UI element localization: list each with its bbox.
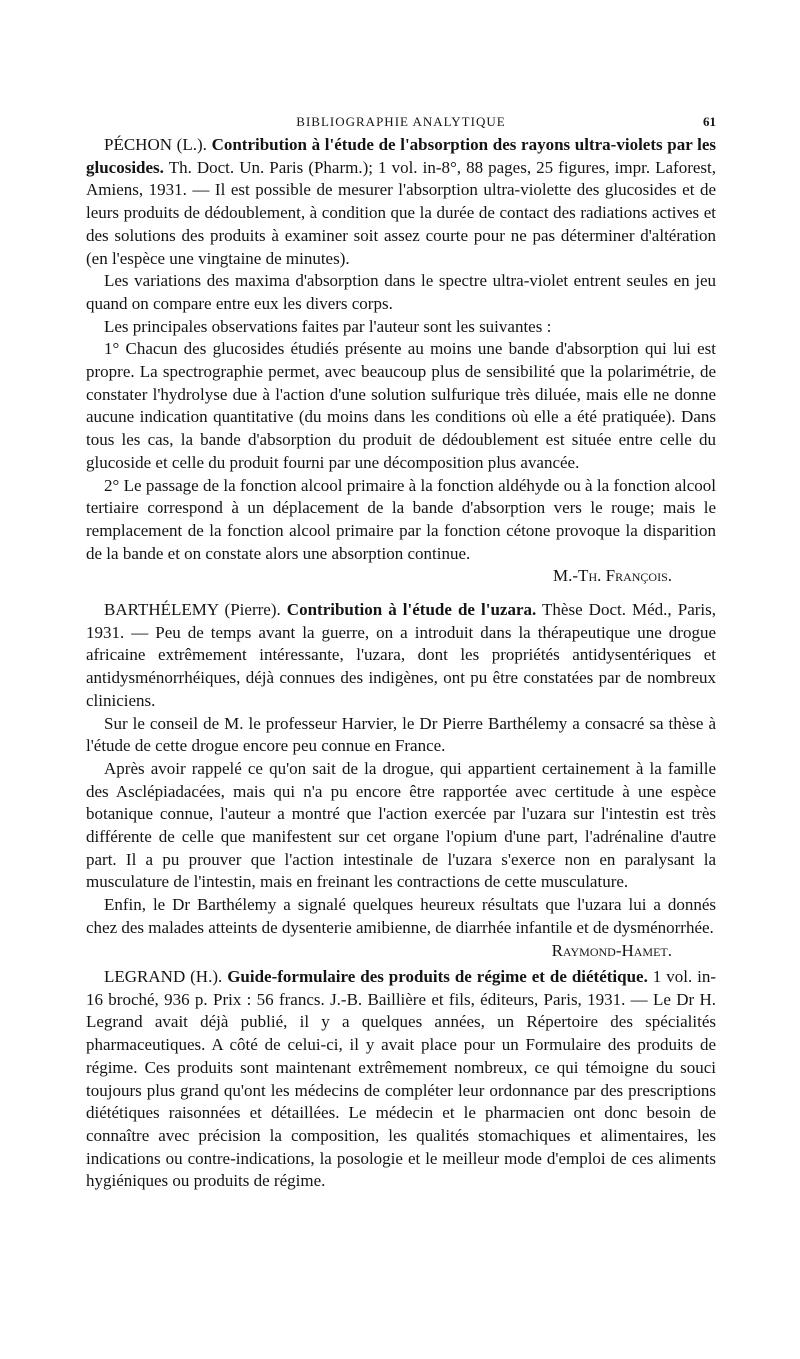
entry-biblio: Thèse Doct. Méd., Paris, 1931. — Peu de temps avant la guerre, on a introduit dans la thérapeutique une drogue africaine extrêmement intéressante, l'uzara, dont les propriétés antidysentériques et antidysménorrhéiques, déjà connues des indigènes, ont pu être constatées par de nombreux cliniciens.	[86, 600, 716, 710]
review-entry	[86, 599, 716, 962]
entry-paragraph: Enfin, le Dr Barthélemy a signalé quelques heureux résultats que l'uzara lui a donnés chez des malades atteints de dysenterie amibienne, de diarrhée infantile et de dysménorrhée.	[86, 895, 716, 937]
review-entry	[86, 966, 716, 1193]
entry-author: BARTHÉLEMY (Pierre).	[104, 600, 281, 619]
entry-biblio: 1 vol. in-16 broché, 936 p. Prix : 56 francs. J.-B. Baillière et fils, éditeurs, Paris, 1931. — Le Dr H. Legrand avait déjà publié, il y a quelques années, un Répertoire des spécialités pharmaceutiques. A côté de celui-ci, il y avait place pour un Formulaire des produits de régime. Ces produits sont maintenant extrêmement nombreux, ce qui témoigne du souci toujours plus grand qu'ont les médecins de compléter leur ordonnance par des prescriptions diététiques raisonnées et détaillées. Le médecin et le pharmacien ont donc besoin de connaître avec précision la composition, les qualités stomachiques et alimentaires, les indications ou contre-indications, la posologie et le meilleur mode d'emploi de ces aliments hygiéniques ou produits de régime.	[86, 967, 717, 1191]
signature-line	[86, 940, 716, 963]
running-title: BIBLIOGRAPHIE ANALYTIQUE	[296, 114, 506, 129]
review-entry	[86, 134, 716, 588]
entry-signature: Raymond-Hamet.	[551, 940, 672, 960]
entry-title: Contribution à l'étude de l'absorption des rayons ultra-violets par les glucosides.	[86, 135, 717, 177]
entry-paragraph: Après avoir rappelé ce qu'on sait de la drogue, qui appartient certainement à la famille des Asclépiadacées, mais qui n'a pu encore être rapportée avec certitude à une espèce botanique connue, l'auteur a montré que l'action exercée par l'uzara sur l'intestin est très différente de celle que manifestent sur cet organe l'opium d'une part, l'adrénaline d'autre part. Il a pu prouver que l'action intestinale de l'uzara s'exerce non en paralysant la musculature de l'intestin, mais en freinant les contractions de cette musculature.	[86, 758, 716, 892]
running-header	[86, 114, 716, 130]
entry-paragraph: 1° Chacun des glucosides étudiés présente au moins une bande d'absorption qui lui est propre. La spectrographie permet, avec beaucoup plus de sensibilité que la polarimétrie, de constater l'hydrolyse due à l'action d'une solution sulfurique très diluée, mais elle ne donne aucune indication quantitative (du moins dans les conditions où elle a été pratiquée). Dans tous les cas, la bande d'absorption du produit de dédoublement est située entre celle du glucoside et celle du produit fourni par une décomposition plus avancée.	[86, 339, 716, 472]
entry-lead-paragraph	[86, 134, 716, 270]
entry-signature: M.-Th. François.	[553, 566, 672, 586]
page-number: 61	[703, 114, 716, 129]
entry-paragraph: Les variations des maxima d'absorption dans le spectre ultra-violet entrent seules en jeu quand on compare entre eux les divers corps.	[86, 271, 716, 313]
entry-paragraph: 2° Le passage de la fonction alcool primaire à la fonction aldéhyde ou à la fonction alcool tertiaire correspond à un déplacement de la bande d'absorption vers le rouge; mais le remplacement de la fonction alcool primaire par la fonction cétone provoque la disparition de la bande et on constate alors une absorption continue.	[86, 475, 716, 563]
entry-title: Contribution à l'étude de l'uzara.	[286, 600, 537, 619]
entry-paragraph: Les principales observations faites par l'auteur sont les suivantes :	[104, 316, 552, 336]
entry-biblio: Th. Doct. Un. Paris (Pharm.); 1 vol. in-8°, 88 pages, 25 figures, impr. Laforest, Amiens, 1931. — Il est possible de mesurer l'absorption ultra-violette des glucosides et de leurs produits de dédoublement, à condition que la durée de contact des radiations actives et des solutions des produits à examiner soit assez courte pour ne pas déterminer d'altération (en l'espèce une vingtaine de minutes).	[86, 157, 716, 268]
entry-lead-paragraph	[86, 966, 716, 1193]
entry-author: PÉCHON (L.).	[104, 135, 207, 154]
entry-author: LEGRAND (H.).	[104, 967, 223, 986]
signature-line	[86, 565, 716, 588]
entry-title: Guide-formulaire des produits de régime et de diététique.	[227, 967, 648, 986]
entry-paragraph: Sur le conseil de M. le professeur Harvier, le Dr Pierre Barthélemy a consacré sa thèse à l'étude de cette drogue encore peu connue en France.	[86, 713, 716, 756]
entry-lead-paragraph	[86, 599, 716, 713]
